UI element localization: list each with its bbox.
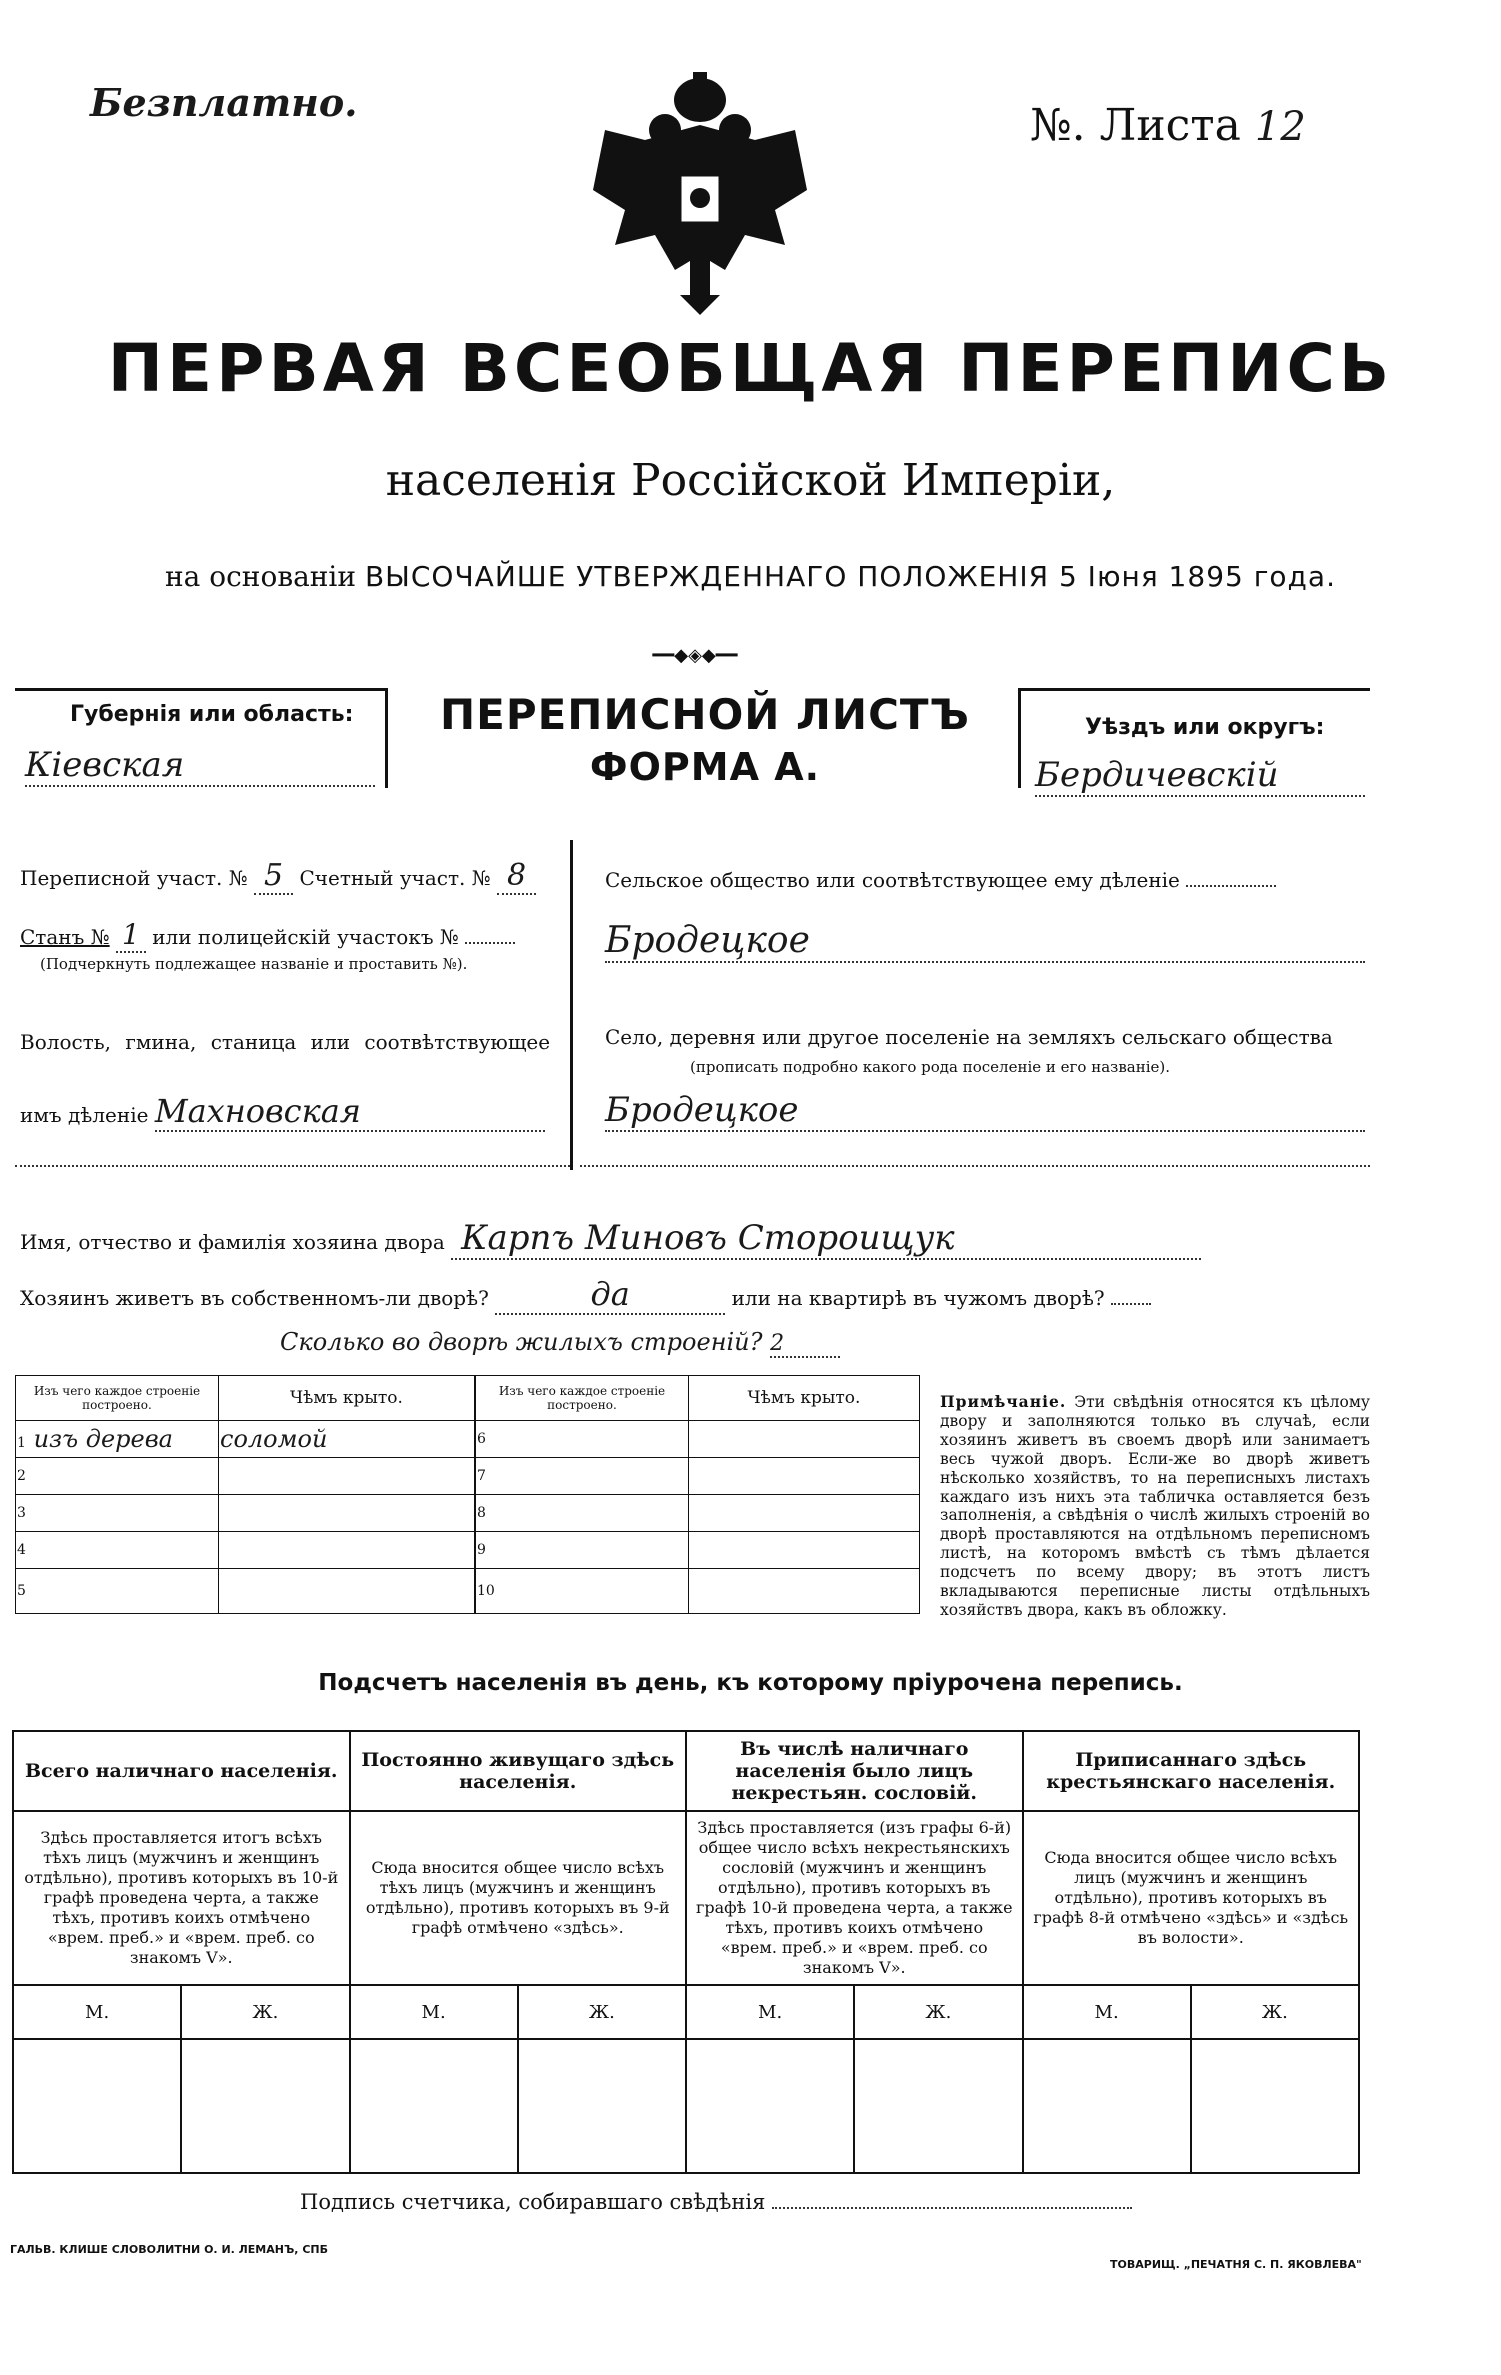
pop-col-permanent-desc: Сюда вносится общее число всѣхъ тѣхъ лицъ (мужчинъ и женщинъ отдѣльно), противъ которыхъ въ 9-й графѣ отмѣчено «здѣсь». [350,1811,687,1985]
left-block-bottom-rule [15,1165,570,1167]
building-roof [689,1421,920,1458]
table-row [16,1495,475,1532]
owner-name-value: Карпъ Миновъ Стороищук [451,1218,1201,1260]
pop-col-present-desc: Здѣсь проставляется итогъ всѣхъ тѣхъ лицъ (мужчинъ и женщинъ отдѣльно), противъ которыхъ въ 10-й графѣ проведена черта, а также тѣхъ, противъ коихъ отмѣчено «врем. преб.» и «врем. преб. со знакомъ V». [13,1811,350,1985]
population-table [12,1730,1360,2174]
rented-label: или на квартирѣ въ чужомъ дворѣ? [731,1286,1105,1310]
table-row [16,1532,475,1569]
pop-col-nonpeasant-desc: Здѣсь проставляется (изъ графы 6-й) общее число всѣхъ некрестьянскихъ сословій (мужчинъ и женщинъ отдѣльно), противъ которыхъ въ графѣ 10-й проведена черта, а также тѣхъ, противъ коихъ отмѣчено «врем. преб.» и «врем. преб. со знакомъ V». [686,1811,1023,1985]
female-header: Ж. [854,1985,1022,2039]
police-value-field [465,942,515,944]
col-roof-header: Чѣмъ крыто. [219,1376,475,1421]
society-row [605,868,1276,892]
building-roof [689,1532,920,1569]
sheet-number-value: 12 [1254,104,1306,150]
building-roof [689,1495,920,1532]
banner-right-divider [1018,688,1021,788]
ornament-divider: ━━◆◈◆━━ [652,645,738,666]
stan-row [20,918,515,951]
census-area-label: Переписной участ. № [20,866,248,890]
pop-col-permanent-title: Постоянно живущаго здѣсь населенія. [350,1731,687,1811]
building-material: 1 изъ дерева [16,1421,219,1458]
buildings-note [940,1393,1370,1620]
building-roof [689,1458,920,1495]
signature-field [772,2207,1132,2209]
female-count-cell [518,2039,686,2173]
basis-prefix: на основаніи [165,560,357,593]
male-header: М. [350,1985,518,2039]
table-row [16,1458,475,1495]
table-row [16,1569,475,1614]
district-value: Бердичевскій [1035,755,1365,797]
female-header: Ж. [1191,1985,1359,2039]
male-count-cell [686,2039,854,2173]
village-label: Село, деревня или другое поселеніе на земляхъ сельскаго общества [605,1025,1333,1049]
male-header: М. [1023,1985,1191,2039]
building-number: 9 [476,1532,689,1569]
building-roof [219,1532,475,1569]
building-number: 7 [476,1458,689,1495]
rented-value-field [1111,1303,1151,1305]
printer-left: ГАЛЬВ. КЛИШЕ СЛОВОЛИТНИ О. И. ЛЕМАНЪ, СПБ [10,2243,328,2256]
table-row [476,1458,920,1495]
own-yard-label: Хозяинъ живетъ въ собственномъ-ли дворѣ? [20,1286,489,1310]
owner-name-label: Имя, отчество и фамилія хозяина двора [20,1230,445,1254]
banner-top-right-rule [1020,688,1370,691]
female-header: Ж. [181,1985,349,2039]
volost-value: Махновская [155,1092,545,1132]
count-area-value: 8 [497,858,536,895]
building-number: 8 [476,1495,689,1532]
buildings-table-right [475,1375,920,1614]
male-count-cell [1023,2039,1191,2173]
female-count-cell [1191,2039,1359,2173]
society-value-field [1186,885,1276,887]
village-note: (прописать подробно какого рода поселеніе и его названіе). [690,1058,1170,1076]
volost-label: Волость, гмина, станица или соотвѣтствующее [20,1030,551,1054]
right-block-bottom-rule [580,1165,1370,1167]
banner-left-divider [385,688,388,788]
male-header: М. [686,1985,854,2039]
owner-name-row [20,1218,1201,1260]
pop-col-registered-title: Приписаннаго здѣсь крестьянскаго населенія. [1023,1731,1360,1811]
note-text: Эти свѣдѣнія относятся къ цѣлому двору и заполняются только въ случаѣ, если хозяинъ живетъ въ своемъ дворѣ или занимаетъ весь чужой дворъ. Если-же во дворѣ живетъ нѣсколько хозяйствъ, то на переписныхъ листахъ каждаго изъ нихъ эта табличка оставляется безъ заполненія, а свѣдѣнія о числѣ жилыхъ строеній во дворѣ проставляются на отдѣльномъ переписномъ листѣ, на которомъ вмѣстѣ съ тѣмъ дѣлается подсчетъ по всему двору; въ этотъ листъ вкладываются переписные листы отдѣльныхъ хозяйствъ двора, какъ въ обложку. [940,1393,1370,1619]
pop-col-present-title: Всего наличнаго населенія. [13,1731,350,1811]
buildings-label: Сколько во дворѣ жилыхъ строеній? [280,1328,763,1356]
form-subtitle: ФОРМА А. [589,745,821,789]
table-row [16,1421,475,1458]
stan-label: Станъ № [20,925,110,949]
basis-text: ВЫСОЧАЙШЕ УТВЕРЖДЕННАГО ПОЛОЖЕНІЯ 5 Іюня 1895 года. [364,560,1336,593]
police-label: или полицейскій участокъ № [152,925,459,949]
page-subtitle: населенія Россійской Имперіи, [385,455,1116,506]
village-value: Бродецкое [605,1090,1365,1132]
society-label: Сельское общество или соотвѣтствующее ему дѣленіе [605,868,1180,892]
imperial-eagle-emblem [585,70,815,320]
female-count-cell [854,2039,1022,2173]
sheet-number [1030,100,1306,151]
table-row [476,1569,920,1614]
banner-top-left-rule [15,688,385,691]
table-row [476,1421,920,1458]
volost-row [20,1092,545,1132]
own-yard-value: да [495,1275,725,1315]
buildings-value: 2 [770,1331,840,1358]
census-area-row [20,858,536,893]
col-roof-header: Чѣмъ крыто. [689,1376,920,1421]
province-value: Кіевская [25,745,375,787]
page-title: ПЕРВАЯ ВСЕОБЩАЯ ПЕРЕПИСЬ [107,330,1394,407]
basis-line [0,560,1501,593]
col-material-header: Изъ чего каждое строеніе построено. [476,1376,689,1421]
society-value: Бродецкое [605,920,1365,963]
building-roof [219,1569,475,1614]
count-area-label: Счетный участ. № [299,866,491,890]
col-material-header: Изъ чего каждое строеніе построено. [16,1376,219,1421]
form-title: ПЕРЕПИСНОЙ ЛИСТЪ [439,690,971,739]
pop-col-registered-desc: Сюда вносится общее число всѣхъ лицъ (мужчинъ и женщинъ отдѣльно), противъ которыхъ въ графѣ 8-й отмѣчено «здѣсь» и «здѣсь въ волости». [1023,1811,1360,1985]
printer-right: ТОВАРИЩ. „ПЕЧАТНЯ С. П. ЯКОВЛЕВА" [1110,2258,1362,2271]
table-row [476,1532,920,1569]
building-number: 2 [16,1458,219,1495]
building-roof [219,1495,475,1532]
building-roof [219,1458,475,1495]
building-roof [689,1569,920,1614]
signature-label: Подпись счетчика, собиравшаго свѣдѣнія [300,2190,766,2214]
sheet-number-label: №. Листа [1030,100,1241,151]
building-roof: соломой [219,1421,475,1458]
location-divider [570,840,573,1170]
note-title: Примѣчаніе. [940,1392,1067,1411]
building-number: 10 [476,1569,689,1614]
building-number: 3 [16,1495,219,1532]
census-area-value: 5 [254,858,293,895]
building-number: 5 [16,1569,219,1614]
district-label: Уѣздъ или округъ: [1085,715,1325,740]
province-label: Губернія или область: [70,702,354,727]
male-count-cell [350,2039,518,2173]
male-count-cell [13,2039,181,2173]
buildings-table-left [15,1375,475,1614]
building-number: 4 [16,1532,219,1569]
free-label: Безплатно. [90,80,358,125]
owner-yard-row [20,1275,1151,1315]
pop-col-nonpeasant-title: Въ числѣ наличнаго населенія было лицъ некрестьян. сословій. [686,1731,1023,1811]
female-count-cell [181,2039,349,2173]
male-header: М. [13,1985,181,2039]
buildings-row [280,1328,840,1358]
table-row [476,1495,920,1532]
population-heading: Подсчетъ населенія въ день, къ которому пріурочена перепись. [318,1670,1183,1696]
signature-row [300,2190,1132,2214]
stan-value: 1 [116,918,146,953]
female-header: Ж. [518,1985,686,2039]
volost-label-2: имъ дѣленіе [20,1103,149,1127]
building-number: 6 [476,1421,689,1458]
police-note: (Подчеркнуть подлежащее названіе и проставить №). [40,955,468,973]
